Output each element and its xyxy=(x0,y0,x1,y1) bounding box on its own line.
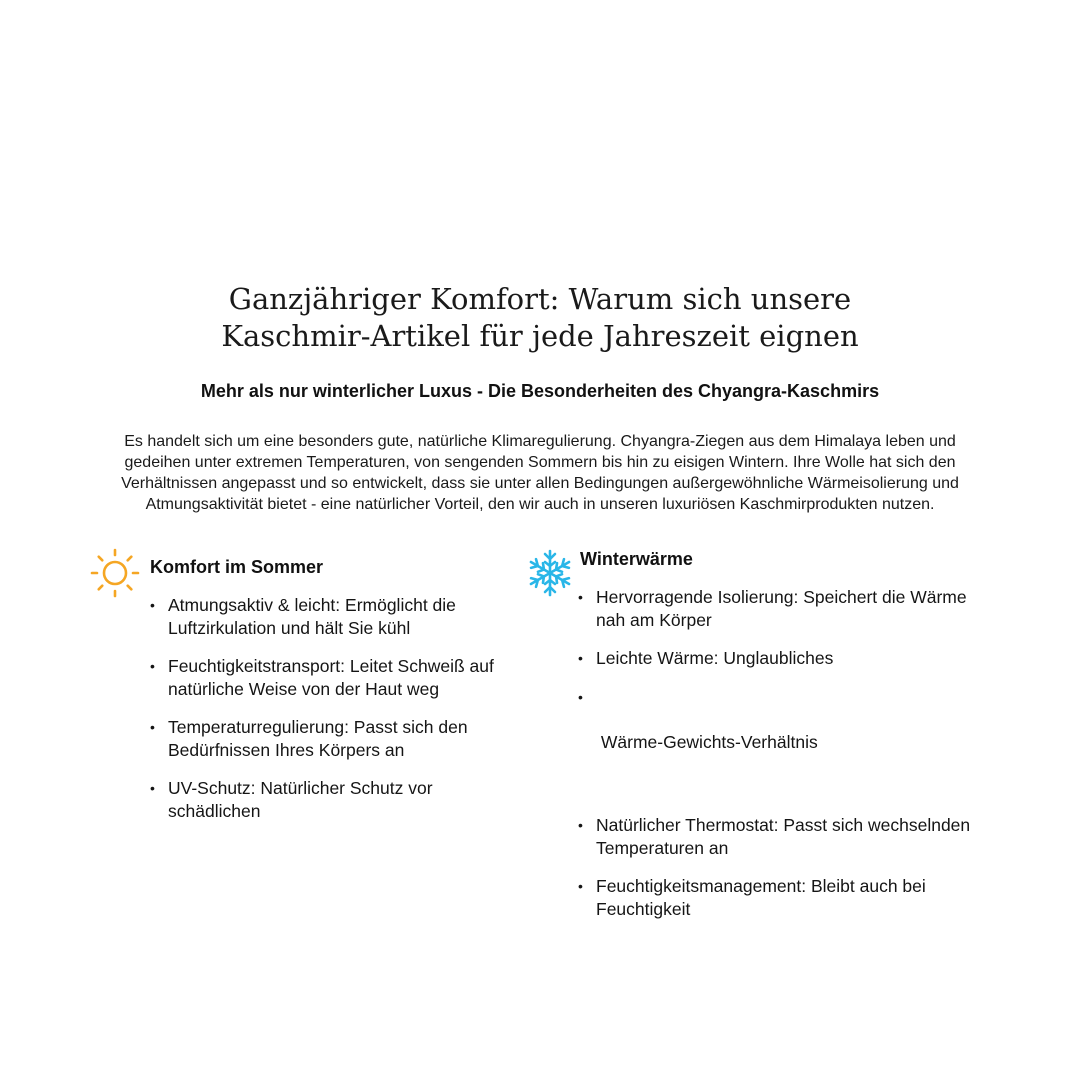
snowflake-icon xyxy=(527,548,573,598)
page-title-line: Ganzjähriger Komfort: Warum sich unsere xyxy=(228,282,852,316)
list-item-line: Temperaturen an xyxy=(596,837,729,858)
list-item-line: nah am Körper xyxy=(596,609,712,630)
list-item-line: Bedürfnissen Ihres Körpers an xyxy=(168,739,405,760)
summer-benefits-list xyxy=(150,594,530,838)
list-item-line: schädlichen xyxy=(168,800,261,821)
sun-icon-graphic xyxy=(90,548,140,598)
list-item-line: • Hervorragende Isolierung: Speichert die Wärme xyxy=(596,587,967,607)
list-item xyxy=(578,814,998,859)
page-title xyxy=(140,281,940,355)
list-item-line: • Wärme-Gewichts-Verhältnis xyxy=(596,731,818,752)
list-item xyxy=(578,686,998,799)
sun-icon xyxy=(90,548,140,598)
list-item-line: • Feuchtigkeitsmanagement: Bleibt auch bei xyxy=(596,876,926,896)
intro-line: Es handelt sich um eine besonders gute, natürliche Klimaregulierung. Chyangra-Ziegen aus dem Himalaya leben und xyxy=(124,433,956,450)
snowflake-icon-graphic xyxy=(527,548,573,598)
intro-paragraph xyxy=(70,431,1010,515)
summer-heading: Komfort im Sommer xyxy=(150,557,324,577)
list-item-line: • UV-Schutz: Natürlicher Schutz vor xyxy=(168,778,433,798)
intro-line: gedeihen unter extremen Temperaturen, von sengenden Sommern bis hin zu eisigen Wintern. Ihre Wolle hat sich den xyxy=(124,454,956,471)
list-item xyxy=(578,586,998,631)
list-item xyxy=(150,655,530,700)
list-item xyxy=(150,716,530,761)
list-item-line: natürliche Weise von der Haut weg xyxy=(168,678,440,699)
winter-heading: Winterwärme xyxy=(580,549,693,569)
intro-line: Atmungsaktivität bietet - eine natürlicher Vorteil, den wir auch in unseren luxuriösen Kaschmirprodukten nutzen. xyxy=(145,496,935,513)
list-item-line: • Natürlicher Thermostat: Passt sich wechselnden xyxy=(596,815,971,835)
list-item-line: • Temperaturregulierung: Passt sich den xyxy=(168,717,468,737)
list-item-line: Luftzirkulation und hält Sie kühl xyxy=(168,617,411,638)
list-item xyxy=(150,594,530,639)
winter-benefits-list xyxy=(578,586,998,936)
list-item xyxy=(150,777,530,822)
list-item xyxy=(578,647,998,670)
list-item-line: • Leichte Wärme: Unglaubliches xyxy=(596,648,834,668)
list-item xyxy=(578,875,998,920)
list-item-line: Feuchtigkeit xyxy=(596,898,691,919)
page-subtitle: Mehr als nur winterlicher Luxus - Die Besonderheiten des Chyangra-Kaschmirs xyxy=(200,381,880,401)
list-item-line: • Feuchtigkeitstransport: Leitet Schweiß auf xyxy=(168,656,494,676)
list-item-line: • Atmungsaktiv & leicht: Ermöglicht die xyxy=(168,595,456,615)
intro-line: Verhältnissen angepasst und so entwickelt, dass sie unter allen Bedingungen außergewöhnliche Wärmeisolierung und xyxy=(121,475,959,492)
page-title-line: Kaschmir-Artikel für jede Jahreszeit eignen xyxy=(221,319,859,353)
